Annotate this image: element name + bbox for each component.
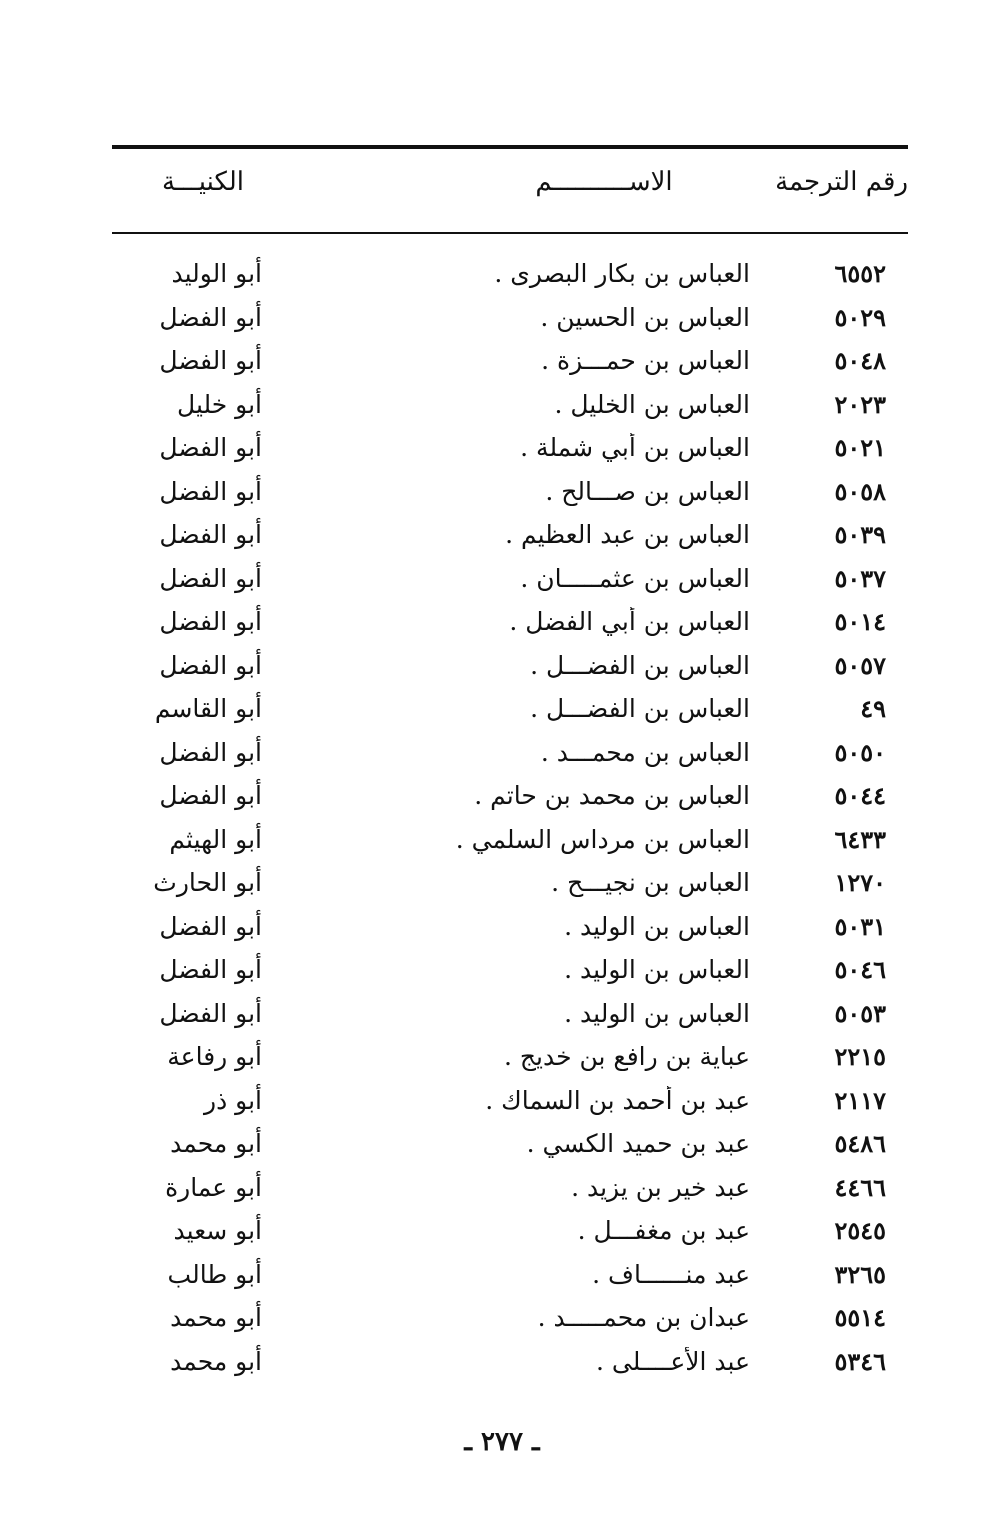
entry-number: ٥٠٤٤ [834, 781, 886, 811]
table-row [112, 600, 908, 644]
header-rule [112, 232, 908, 234]
entry-number: ٥٥١٤ [834, 1303, 886, 1333]
entry-number: ٥٠٣٧ [834, 563, 886, 593]
entry-number: ٥٠٥٨ [834, 476, 886, 506]
entry-number: ٥٤٨٦ [834, 1129, 886, 1159]
entry-name: العباس بن محمد بن حاتم . [474, 781, 750, 811]
entry-name: العباس بن مرداس السلمي . [455, 824, 750, 854]
entry-name: العباس بن حمـــزة . [541, 346, 750, 376]
table-row [112, 513, 908, 557]
entry-kunya: أبو طالب [167, 1259, 262, 1289]
entry-number: ٥٣٤٦ [834, 1346, 886, 1376]
table-row [112, 252, 908, 296]
entry-kunya: أبو الفضل [159, 302, 262, 332]
entry-name: عبد خير بن يزيد . [571, 1172, 750, 1202]
entry-number: ٢٥٤٥ [834, 1216, 886, 1246]
entry-kunya: أبو الفضل [159, 433, 262, 463]
table-row [112, 774, 908, 818]
header-name: الاســــــــــم [535, 167, 673, 197]
table-row [112, 296, 908, 340]
table-row [112, 731, 908, 775]
entry-name: عبد بن حميد الكسي . [526, 1129, 750, 1159]
table-row [112, 1253, 908, 1297]
entry-kunya: أبو الهيثم [169, 824, 262, 854]
entry-kunya: أبو الفضل [159, 911, 262, 941]
entry-kunya: أبو الفضل [159, 607, 262, 637]
header-number: رقم الترجمة [775, 167, 908, 197]
entry-name: العباس بن أبي شملة . [520, 433, 750, 463]
entry-kunya: أبو الفضل [159, 650, 262, 680]
entry-name: العباس بن الفضـــل . [530, 650, 750, 680]
entry-number: ١٢٧٠ [834, 868, 886, 898]
entry-number: ٤٤٦٦ [834, 1172, 886, 1202]
table-row [112, 1340, 908, 1384]
entry-kunya: أبو محمد [170, 1303, 262, 1333]
entry-name: العباس بن بكار البصرى . [494, 259, 750, 289]
entry-name: العباس بن الوليد . [564, 998, 750, 1028]
entry-number: ٢١١٧ [834, 1085, 886, 1115]
entry-kunya: أبو سعيد [173, 1216, 262, 1246]
entry-number: ٥٠٥٠ [834, 737, 886, 767]
entry-number: ٤٩ [860, 694, 886, 724]
table-row [112, 905, 908, 949]
entry-kunya: أبو محمد [170, 1129, 262, 1159]
entry-name: عباية بن رافع بن خديج . [503, 1042, 750, 1072]
entry-number: ٣٢٦٥ [834, 1259, 886, 1289]
entry-name: العباس بن الوليد . [564, 911, 750, 941]
table-row [112, 948, 908, 992]
table-row [112, 861, 908, 905]
entry-name: العباس بن عبد العظيم . [505, 520, 750, 550]
table-row [112, 1079, 908, 1123]
entry-name: العباس بن نجيـــح . [551, 868, 750, 898]
entry-kunya: أبو الفضل [159, 781, 262, 811]
header-kunya: الكنيـــة [162, 167, 244, 197]
table-row [112, 1122, 908, 1166]
entry-kunya: أبو ذر [204, 1085, 262, 1115]
entry-kunya: أبو الفضل [159, 737, 262, 767]
entry-name: العباس بن الفضـــل . [530, 694, 750, 724]
entry-name: العباس بن صـــالح . [545, 476, 750, 506]
entry-name: عبد بن مغفـــل . [577, 1216, 750, 1246]
entry-name: العباس بن الخليل . [554, 389, 750, 419]
entry-name: العباس بن محمـــد . [540, 737, 750, 767]
entry-number: ٥٠٢١ [834, 433, 886, 463]
entries-table [112, 252, 908, 1383]
table-row [112, 470, 908, 514]
entry-name: العباس بن الحسين . [540, 302, 750, 332]
table-row [112, 818, 908, 862]
entry-number: ٥٠٢٩ [834, 302, 886, 332]
table-row [112, 557, 908, 601]
entry-kunya: أبو الفضل [159, 955, 262, 985]
entry-name: العباس بن الوليد . [564, 955, 750, 985]
table-row [112, 1296, 908, 1340]
entry-name: عبد منــــــاف . [592, 1259, 750, 1289]
entry-name: عبدان بن محمـــــد . [537, 1303, 750, 1333]
entry-kunya: أبو الوليد [171, 259, 262, 289]
table-row [112, 644, 908, 688]
entry-kunya: أبو عمارة [165, 1172, 262, 1202]
entry-number: ٥٠٥٧ [834, 650, 886, 680]
entry-kunya: أبو الفضل [159, 998, 262, 1028]
entry-number: ٦٤٣٣ [834, 824, 886, 854]
entry-kunya: أبو محمد [170, 1346, 262, 1376]
table-row [112, 426, 908, 470]
table-row [112, 339, 908, 383]
entry-kunya: أبو خليل [177, 389, 262, 419]
table-row [112, 992, 908, 1036]
entry-number: ٦٥٥٢ [834, 259, 886, 289]
entry-number: ٥٠٤٦ [834, 955, 886, 985]
entry-number: ٥٠٤٨ [834, 346, 886, 376]
entry-kunya: أبو الفضل [159, 476, 262, 506]
top-rule [112, 145, 908, 149]
table-row [112, 383, 908, 427]
entry-name: العباس بن عثمـــــان . [520, 563, 750, 593]
entry-kunya: أبو الفضل [159, 520, 262, 550]
entry-number: ٢٠٢٣ [834, 389, 886, 419]
table-row [112, 1166, 908, 1210]
entry-kunya: أبو رفاعة [167, 1042, 262, 1072]
entry-kunya: أبو القاسم [154, 694, 262, 724]
table-row [112, 1209, 908, 1253]
entry-number: ٥٠١٤ [834, 607, 886, 637]
page-number: ـ ٢٧٧ ـ [464, 1427, 540, 1457]
entry-number: ٥٠٣٩ [834, 520, 886, 550]
entry-number: ٥٠٥٣ [834, 998, 886, 1028]
entry-number: ٥٠٣١ [834, 911, 886, 941]
entry-name: العباس بن أبي الفضل . [509, 607, 750, 637]
table-row [112, 687, 908, 731]
entry-number: ٢٢١٥ [834, 1042, 886, 1072]
entry-kunya: أبو الفضل [159, 563, 262, 593]
entry-name: عبد الأعــــلى . [596, 1346, 750, 1376]
entry-kunya: أبو الحارث [153, 868, 262, 898]
table-row [112, 1035, 908, 1079]
entry-name: عبد بن أحمد بن السماك . [485, 1085, 750, 1115]
entry-kunya: أبو الفضل [159, 346, 262, 376]
